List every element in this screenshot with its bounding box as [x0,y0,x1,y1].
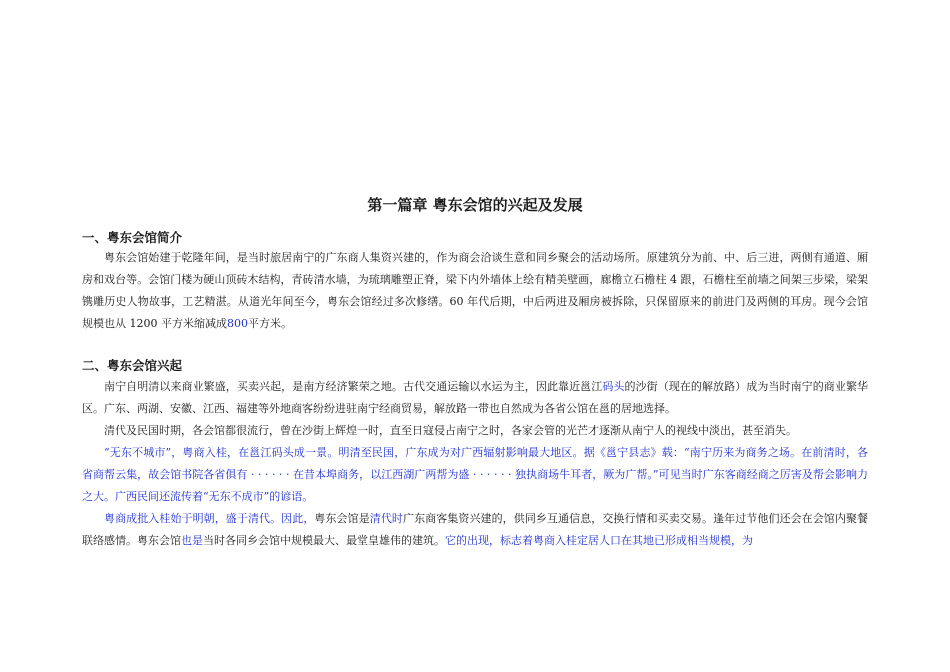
highlighted-text: 粤商成批入桂始于明朝，盛于清代。因此， [104,512,315,525]
section-heading-intro: 一、粤东会馆简介 [82,230,183,245]
chapter-title: 第一篇章 粤东会馆的兴起及发展 [367,196,583,214]
highlighted-text: 广东成为对广西辐射影响最大地区。据《邕宁县志》载：“南宁历来为商务之场。在前清时，各省商帮云集，故会馆书院各省俱有 · · · · · · 在昔本埠商务，以江西湖广两帮为盛 · · · · · · 独执商场牛耳者，厥为广帮。”可见当时广东客商经商之厉害及帮会影响力之大。广西民间还流传着“无东不成市”的谚语。 [82,446,868,503]
text-run: 平方米。 [248,317,292,330]
intro-paragraph [82,247,868,335]
text-run: 粤东会馆是 [314,512,370,525]
highlighted-text: 码头 [602,380,625,393]
rise-paragraph-3 [82,442,868,508]
text-run: 粤东会馆始建于乾隆年间，是当时旅居南宁的广东商人集资兴建的，作为商会洽谈生意和同乡聚会的活动场所。原建筑分为前、中、后三进，两侧有通道、厢房和戏台等。会馆门楼为硬山顶砖木结构，青砖清水墙，为琉璃雕塑正脊，梁下内外墙体上绘有精美壁画，廊檐立石檐柱 4 跟，石檐柱至前墙之间架三步梁，梁架镌雕历史人物故事，工艺精湛。从道光年间至今，粤东会馆经过多次修缮。60 年代后期，中后两进及厢房被拆除，只保留原来的前进门及两侧的耳房。现今会馆规模也从 1200 平方米缩减成 [82,251,868,330]
text-run: 当时各同乡会馆中规模最大、最堂皇雄伟的建筑。 [203,534,445,547]
text-run: 广东商客集资兴建的，供同乡互通信息，交换行情和买卖交易。逢年过节他们还会在会馆内聚餐联络感情。粤东会馆 [82,512,869,547]
highlighted-text: 它的出现，标志着粤商入桂定居人口在其地已形成相当规模，为 [445,534,753,547]
rise-paragraph-1 [82,376,868,420]
highlighted-text: 清代时 [369,512,404,525]
rise-paragraph-2: 清代及民国时期，各会馆都很流行，曾在沙街上辉煌一时，直至日寇侵占南宁之时，各家会管的光芒才逐渐从南宁人的视线中淡出，甚至消失。 [104,424,797,437]
section-heading-rise: 二、粤东会馆兴起 [82,358,183,373]
text-run: 南宁自明清以来商业繁盛，买卖兴起，是南方经济繁荣之地。古代交通运输以水运为主，因此靠近邕江 [104,380,603,393]
highlighted-text: “无东不城市”，粤商入桂，在邕江码头成一景。明清至民国， [104,446,406,459]
rise-paragraph-4 [82,508,868,552]
text-run: 的沙街（现在的解放路）成为当时南宁的商业繁华区。广东、两湖、安徽、江西、福建等外地商客纷纷进驻南宁经商贸易，解放路一带也自然成为各省公馆在邕的居地选择。 [82,380,869,415]
highlighted-text: 800 [227,317,248,330]
highlighted-text: 也是 [181,534,203,547]
